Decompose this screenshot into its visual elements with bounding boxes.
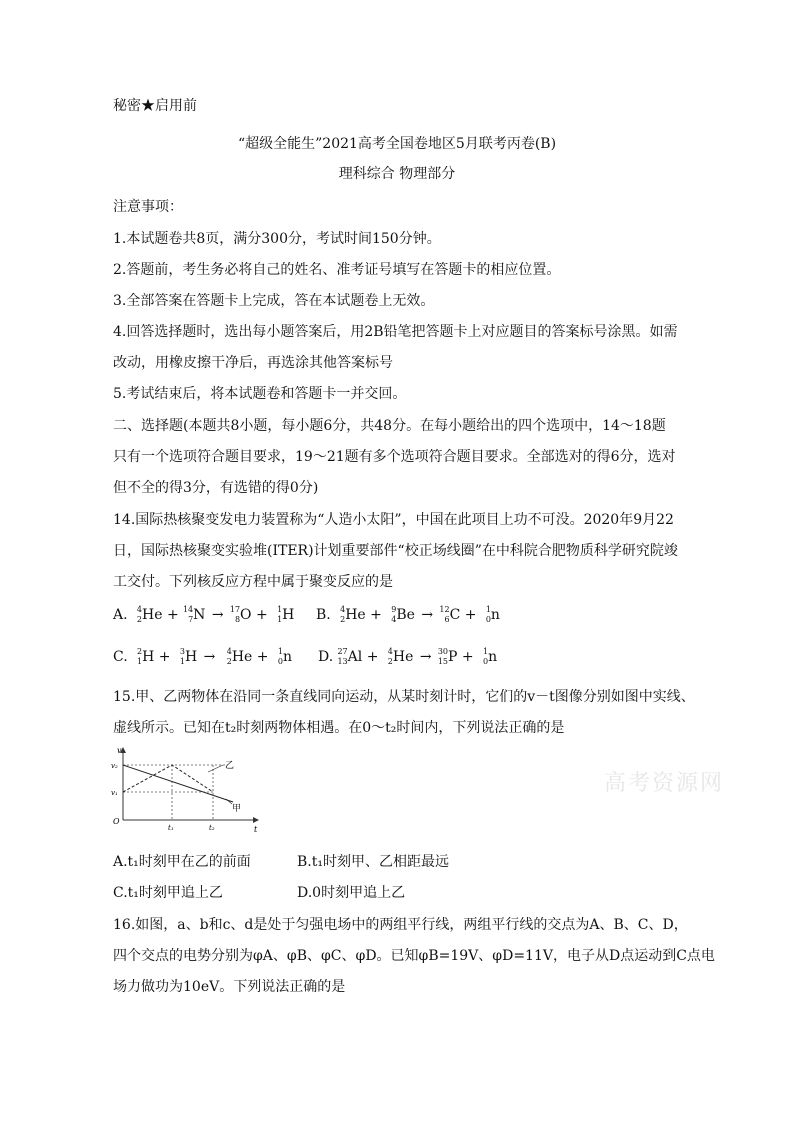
- v2-label: v₂: [111, 762, 118, 770]
- origin-label: O: [113, 817, 120, 826]
- nuclide-mass-charge: 2 1: [137, 647, 143, 666]
- element-symbol: n: [282, 649, 293, 665]
- nuclide-mass-charge: 12 6: [439, 605, 450, 624]
- element-symbol: n: [488, 649, 498, 665]
- q14-option-c: [113, 647, 292, 667]
- option-letter: C.: [113, 649, 128, 665]
- notice-item-3: 3.全部答案在答题卡上完成，答在本试题卷上无效。: [113, 293, 435, 309]
- reaction-arrow: →: [211, 607, 224, 623]
- plus-sign: +: [370, 607, 382, 623]
- plus-sign: +: [464, 607, 477, 623]
- exam-subtitle: 理科综合 物理部分: [338, 166, 456, 182]
- nuclide-mass-charge: 27 13: [337, 647, 348, 666]
- reaction-arrow: →: [421, 607, 434, 623]
- t2-label: t₂: [209, 824, 215, 832]
- nuclide-mass-charge: 1 0: [482, 647, 489, 666]
- nuclide-mass-charge: 4 2: [136, 605, 143, 624]
- q14-option-b: [316, 605, 500, 625]
- exam-title: “超级全能生”2021高考全国卷地区5月联考丙卷(B): [237, 136, 557, 152]
- plus-sign: +: [166, 607, 179, 623]
- q16-stem-1: 16.如图，a、b和c、d是处于匀强电场中的两组平行线，两组平行线的交点为A、B、C、D，: [113, 917, 688, 933]
- q16-stem-3: 场力做功为10eV。下列说法正确的是: [113, 979, 346, 995]
- q15-option-b: B.t₁时刻甲、乙相距最远: [297, 854, 449, 870]
- nuclide-mass-charge: 1 0: [277, 647, 283, 666]
- element-symbol: He: [142, 607, 163, 623]
- option-letter: B.: [316, 607, 331, 623]
- notice-heading: 注意事项：: [113, 199, 183, 215]
- q15-stem-2: 虚线所示。已知在t₂时刻两物体相遇。在0～t₂时间内，下列说法正确的是: [113, 720, 565, 736]
- nuclide-mass-charge: 4 2: [340, 605, 346, 624]
- nuclide-mass-charge: 1 1: [277, 605, 283, 624]
- plus-sign: +: [256, 649, 269, 665]
- nuclide-mass-charge: 1 0: [485, 605, 491, 624]
- element-symbol: N: [193, 607, 206, 623]
- q16-stem-2: 四个交点的电势分别为φA、φB、φC、φD。已知φB=19V、φD=11V，电子从D点运动到C点电: [113, 948, 715, 964]
- jia-label: 甲: [232, 804, 242, 814]
- section-instructions-1: 二、选择题(本题共8小题，每小题6分，共48分。在每小题给出的四个选项中，14～18题: [113, 418, 666, 434]
- notice-item-4-cont: 改动，用橡皮擦干净后，再选涂其他答案标号: [113, 355, 393, 371]
- v1-label: v₁: [111, 789, 118, 797]
- notice-item-1: 1.本试题卷共8页，满分300分，考试时间150分钟。: [113, 231, 441, 247]
- q15-vt-graph: [108, 744, 268, 834]
- reaction-arrow: →: [203, 649, 216, 665]
- element-symbol: He: [345, 607, 366, 623]
- element-symbol: He: [392, 649, 414, 665]
- element-symbol: C: [449, 607, 461, 623]
- q14-stem-2: 日，国际热核聚变实验堆(ITER)计划重要部件“校正场线圈”在中科院合肥物质科学研究院竣: [113, 543, 678, 559]
- plus-sign: +: [158, 649, 171, 665]
- option-letter: A.: [113, 607, 128, 623]
- element-symbol: Al: [347, 649, 363, 665]
- element-symbol: H: [282, 607, 295, 623]
- nuclide-mass-charge: 4 2: [387, 647, 393, 666]
- notice-item-2: 2.答题前，考生务必将自己的姓名、准考证号填写在答题卡的相应位置。: [113, 262, 561, 278]
- q14-stem-3: 工交付。下列核反应方程中属于聚变反应的是: [113, 574, 393, 590]
- notice-item-4: 4.回答选择题时，选出每小题答案后，用2B铅笔把答题卡上对应题目的答案标号涂黑。如需: [113, 324, 678, 340]
- element-symbol: Be: [396, 607, 415, 623]
- nuclide-mass-charge: 9 4: [391, 605, 397, 624]
- watermark-text: 高考资源网: [604, 771, 725, 796]
- q15-option-c: C.t₁时刻甲追上乙: [113, 885, 223, 901]
- element-symbol: O: [240, 607, 252, 623]
- yi-pointer: [208, 765, 223, 772]
- nuclide-mass-charge: 17 8: [229, 605, 241, 624]
- q14-option-a: [113, 605, 294, 625]
- notice-item-5: 5.考试结束后，将本试题卷和答题卡一并交回。: [113, 386, 407, 402]
- secret-label: 秘密★启用前: [113, 98, 197, 114]
- t-axis-label: t: [254, 825, 258, 834]
- nuclide-mass-charge: 30 15: [437, 647, 449, 666]
- element-symbol: H: [184, 649, 198, 665]
- element-symbol: n: [490, 607, 500, 623]
- q14-stem-1: 14.国际热核聚变发电力装置称为“人造小太阳”，中国在此项目上功不可没。2020年9月22: [113, 512, 674, 528]
- t1-label: t₁: [168, 824, 174, 832]
- section-instructions-2: 只有一个选项符合题目要求，19～21题有多个选项符合题目要求。全部选对的得6分，选对: [113, 449, 676, 465]
- solid-line-jia: [123, 765, 233, 802]
- yi-label: 乙: [225, 761, 235, 771]
- q15-stem-1: 15.甲、乙两物体在沿同一条直线同向运动，从某时刻计时，它们的v－t图像分别如图中实线、: [113, 689, 695, 705]
- q15-option-d: D.0时刻甲追上乙: [297, 885, 406, 901]
- section-instructions-3: 但不全的得3分，有选错的得0分): [113, 480, 319, 496]
- reaction-arrow: →: [419, 649, 432, 665]
- plus-sign: +: [366, 649, 379, 665]
- element-symbol: H: [142, 649, 155, 665]
- q14-option-d: [318, 647, 497, 667]
- nuclide-mass-charge: 14 7: [182, 605, 194, 624]
- nuclide-mass-charge: 4 2: [226, 647, 232, 666]
- plus-sign: +: [255, 607, 268, 623]
- v-axis-label: v: [117, 746, 122, 755]
- option-letter: D.: [318, 649, 334, 665]
- element-symbol: P: [448, 649, 458, 665]
- nuclide-mass-charge: 3 1: [179, 647, 185, 666]
- q15-option-a: A.t₁时刻甲在乙的前面: [113, 854, 251, 870]
- plus-sign: +: [461, 649, 474, 665]
- element-symbol: He: [231, 649, 253, 665]
